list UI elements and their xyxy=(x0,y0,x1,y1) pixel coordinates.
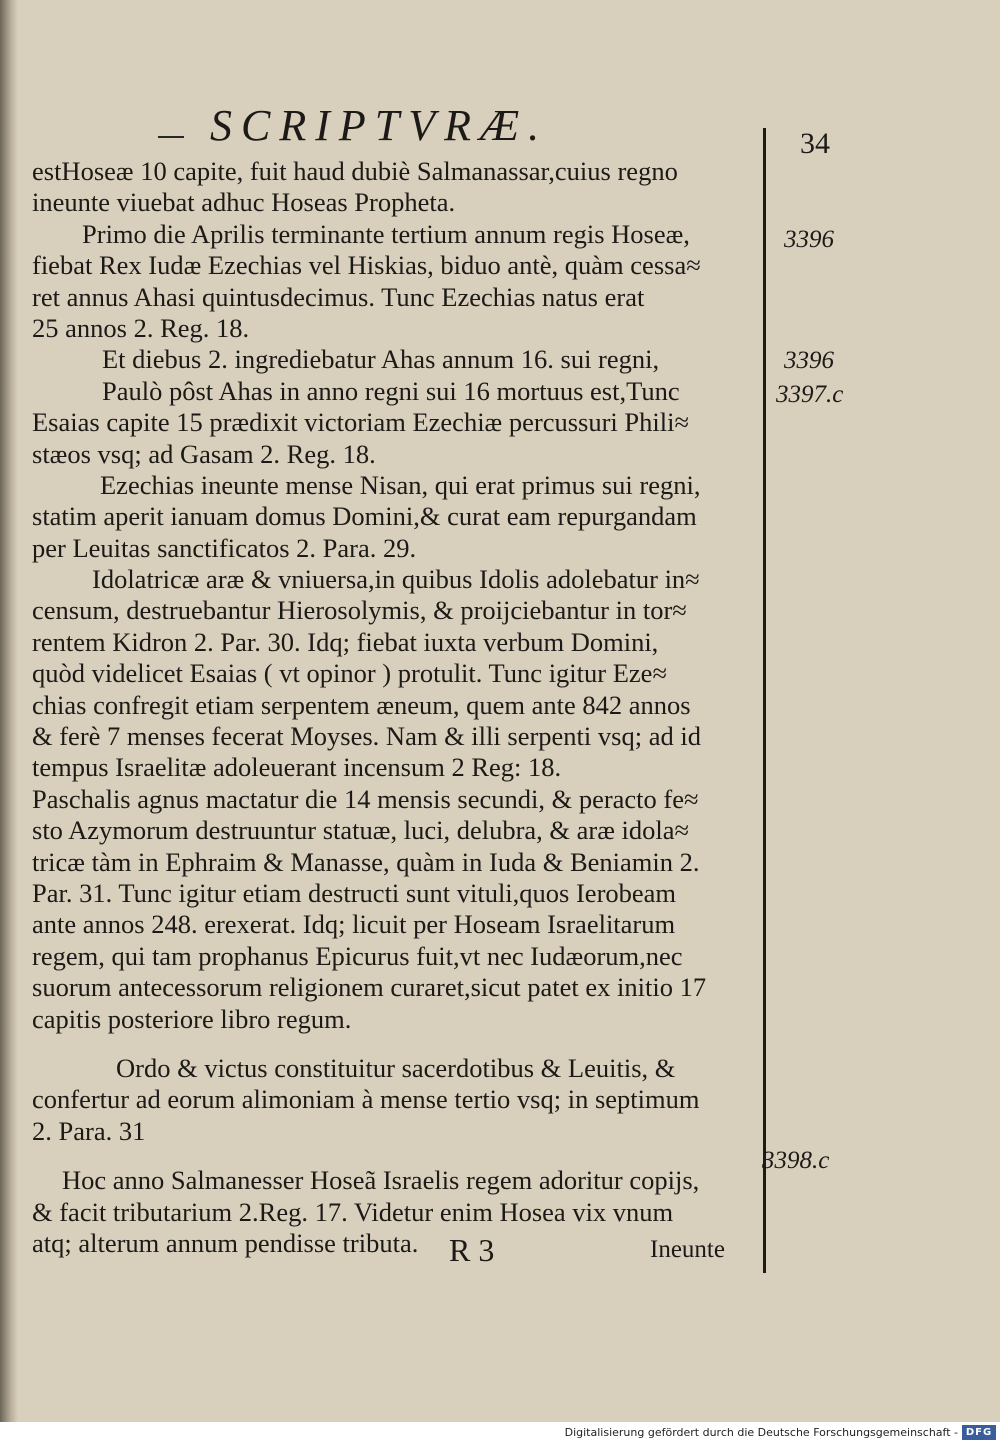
text-line: Paschalis agnus mactatur die 14 mensis secundi, & peracto fe≈ xyxy=(32,783,699,814)
text-line: regem, qui tam prophanus Epicurus fuit,vt nec Iudæorum,nec xyxy=(32,940,683,971)
text-line: confertur ad eorum alimoniam à mense tertio vsq; in septimum xyxy=(32,1084,700,1115)
text-line: stæos vsq; ad Gasam 2. Reg. 18. xyxy=(32,438,376,469)
text-line: Idolatricæ aræ & vniuersa,in quibus Idolis adolebatur in≈ xyxy=(92,564,700,595)
text-line: per Leuitas sanctificatos 2. Para. 29. xyxy=(32,532,417,563)
text-line: 2. Para. 31 xyxy=(32,1115,146,1146)
text-line: rentem Kidron 2. Par. 30. Idq; fiebat iuxta verbum Domini, xyxy=(32,626,659,657)
text-line: Primo die Aprilis terminante tertium annum regis Hoseæ, xyxy=(82,218,690,249)
text-line: censum, destruebantur Hierosolymis, & proijciebantur in tor≈ xyxy=(32,595,687,626)
text-line: & ferè 7 menses fecerat Moyses. Nam & illi serpenti vsq; ad id xyxy=(32,721,701,752)
text-line: atq; alterum annum pendisse tributa. xyxy=(32,1227,419,1258)
text-line: estHoseæ 10 capite, fuit haud dubiè Salmanassar,cuius regno xyxy=(32,156,678,186)
text-line: statim aperit ianuam domus Domini,& curat eam repurgandam xyxy=(32,501,697,532)
catchword: Ineunte xyxy=(650,1236,725,1263)
margin-note-year: 3396 xyxy=(784,226,834,253)
text-line: tempus Israelitæ adoleuerant incensum 2 Reg: 18. xyxy=(32,752,562,783)
folio-number: 34 xyxy=(800,127,830,160)
text-line: sto Azymorum destruuntur statuæ, luci, delubra, & aræ idola≈ xyxy=(32,815,690,846)
running-head: SCRIPTVRÆ. xyxy=(210,101,549,150)
text-line: tricæ tàm in Ephraim & Manasse, quàm in Iuda & Beniamin 2. xyxy=(32,846,700,877)
text-line: Ordo & victus constituitur sacerdotibus & Leuitis, & xyxy=(116,1052,676,1083)
text-line: Esaias capite 15 prædixit victoriam Ezechiæ percussuri Phili≈ xyxy=(32,407,690,438)
text-line: Ezechias ineunte mense Nisan, qui erat primus sui regni, xyxy=(100,469,701,500)
text-line: quòd videlicet Esaias ( vt opinor ) protulit. Tunc igitur Eze≈ xyxy=(32,658,667,689)
page-edge-shadow xyxy=(0,0,18,1422)
text-line: Paulò pôst Ahas in anno regni sui 16 mortuus est,Tunc xyxy=(102,375,680,406)
text-line: Et diebus 2. ingrediebatur Ahas annum 16. sui regni, xyxy=(102,344,660,375)
text-line: suorum antecessorum religionem curaret,sicut patet ex initio 17 xyxy=(32,972,707,1003)
text-line: Par. 31. Tunc igitur etiam destructi sunt vituli,quos Ierobeam xyxy=(32,877,677,908)
text-line: & facit tributarium 2.Reg. 17. Videtur enim Hosea vix vnum xyxy=(32,1196,674,1227)
text-line: fiebat Rex Iudæ Ezechias vel Hiskias, biduo antè, quàm cessa≈ xyxy=(32,250,701,281)
body-text xyxy=(32,156,762,1259)
text-line: chias confregit etiam serpentem æneum, quem ante 842 annos xyxy=(32,689,691,720)
text-line: ante annos 248. erexerat. Idq; licuit per Hoseam Israelitarum xyxy=(32,909,676,940)
text-line: Hoc anno Salmanesser Hoseã Israelis regem adoritur copijs, xyxy=(62,1165,700,1196)
margin-note-year: 3398.c xyxy=(762,1147,830,1174)
dfg-logo-icon: DFG xyxy=(962,1425,996,1440)
text-line: 25 annos 2. Reg. 18. xyxy=(32,312,250,343)
text-line: ineunte viuebat adhuc Hoseas Propheta. xyxy=(32,187,456,218)
margin-rule xyxy=(763,128,766,1273)
margin-note-year: 3396 xyxy=(784,347,834,374)
text-line: capitis posteriore libro regum. xyxy=(32,1003,352,1034)
footer-credit: Digitalisierung gefördert durch die Deutsche Forschungsgemeinschaft - xyxy=(564,1426,958,1439)
signature-mark: R 3 xyxy=(449,1232,495,1268)
footer-bar xyxy=(0,1422,1000,1444)
text-line: ret annus Ahasi quintusdecimus. Tunc Ezechias natus erat xyxy=(32,281,645,312)
running-head-dash xyxy=(158,136,184,138)
margin-note-year: 3397.c xyxy=(776,381,844,408)
